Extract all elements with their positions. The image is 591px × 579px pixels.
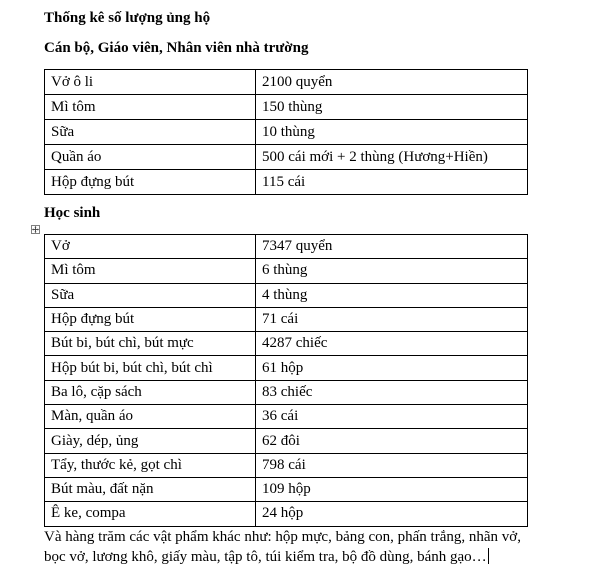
item-cell[interactable]: Ba lô, cặp sách xyxy=(45,380,256,404)
table-row xyxy=(45,70,528,95)
table-row xyxy=(45,170,528,195)
footer-line: Và hàng trăm các vật phẩm khác như: hộp mực, bảng con, phấn trắng, nhãn vở, xyxy=(44,529,521,545)
table-row xyxy=(45,145,528,170)
quantity-cell[interactable]: 83 chiếc xyxy=(256,380,528,404)
item-cell[interactable]: Vở xyxy=(45,235,256,259)
text-cursor xyxy=(488,548,489,564)
table-row xyxy=(45,259,528,283)
item-cell[interactable]: Bút màu, đất nặn xyxy=(45,477,256,501)
quantity-cell[interactable]: 500 cái mới + 2 thùng (Hương+Hiền) xyxy=(256,145,528,170)
quantity-cell[interactable]: 2100 quyển xyxy=(256,70,528,95)
item-cell[interactable]: Vở ô li xyxy=(45,70,256,95)
staff-section-heading: Cán bộ, Giáo viên, Nhân viên nhà trường xyxy=(44,40,309,56)
footer-paragraph[interactable] xyxy=(44,527,544,567)
table-row xyxy=(45,356,528,380)
table-row xyxy=(45,380,528,404)
quantity-cell[interactable]: 10 thùng xyxy=(256,120,528,145)
quantity-cell[interactable]: 36 cái xyxy=(256,405,528,429)
student-donation-table xyxy=(44,234,528,527)
item-cell[interactable]: Mì tôm xyxy=(45,95,256,120)
quantity-cell[interactable]: 62 đôi xyxy=(256,429,528,453)
item-cell[interactable]: Tẩy, thước kẻ, gọt chì xyxy=(45,453,256,477)
item-cell[interactable]: Hộp đựng bút xyxy=(45,170,256,195)
item-cell[interactable]: Quần áo xyxy=(45,145,256,170)
item-cell[interactable]: Hộp đựng bút xyxy=(45,307,256,331)
table-row xyxy=(45,405,528,429)
quantity-cell[interactable]: 109 hộp xyxy=(256,477,528,501)
item-cell[interactable]: Ê ke, compa xyxy=(45,502,256,526)
table-row xyxy=(45,307,528,331)
quantity-cell[interactable]: 24 hộp xyxy=(256,502,528,526)
quantity-cell[interactable]: 115 cái xyxy=(256,170,528,195)
table-row xyxy=(45,502,528,526)
item-cell[interactable]: Màn, quần áo xyxy=(45,405,256,429)
quantity-cell[interactable]: 4287 chiếc xyxy=(256,332,528,356)
item-cell[interactable]: Bút bi, bút chì, bút mực xyxy=(45,332,256,356)
quantity-cell[interactable]: 61 hộp xyxy=(256,356,528,380)
quantity-cell[interactable]: 7347 quyển xyxy=(256,235,528,259)
footer-line: bọc vở, lương khô, giấy màu, tập tô, túi kiểm tra, bộ đồ dùng, bánh gạo… xyxy=(44,549,487,565)
table-row xyxy=(45,332,528,356)
quantity-cell[interactable]: 4 thùng xyxy=(256,283,528,307)
item-cell[interactable]: Hộp bút bi, bút chì, bút chì xyxy=(45,356,256,380)
table-row xyxy=(45,283,528,307)
item-cell[interactable]: Sữa xyxy=(45,283,256,307)
item-cell[interactable]: Sữa xyxy=(45,120,256,145)
document-title: Thống kê số lượng ủng hộ xyxy=(44,10,211,26)
quantity-cell[interactable]: 150 thùng xyxy=(256,95,528,120)
move-arrows-icon[interactable] xyxy=(31,225,40,234)
quantity-cell[interactable]: 6 thùng xyxy=(256,259,528,283)
table-row xyxy=(45,120,528,145)
quantity-cell[interactable]: 798 cái xyxy=(256,453,528,477)
table-row xyxy=(45,235,528,259)
staff-donation-table xyxy=(44,69,528,195)
item-cell[interactable]: Giày, dép, ủng xyxy=(45,429,256,453)
table-row xyxy=(45,477,528,501)
table-row xyxy=(45,453,528,477)
student-section-heading: Học sinh xyxy=(44,205,101,221)
table-row xyxy=(45,429,528,453)
table-row xyxy=(45,95,528,120)
footer-line-with-caret xyxy=(44,547,544,567)
quantity-cell[interactable]: 71 cái xyxy=(256,307,528,331)
item-cell[interactable]: Mì tôm xyxy=(45,259,256,283)
